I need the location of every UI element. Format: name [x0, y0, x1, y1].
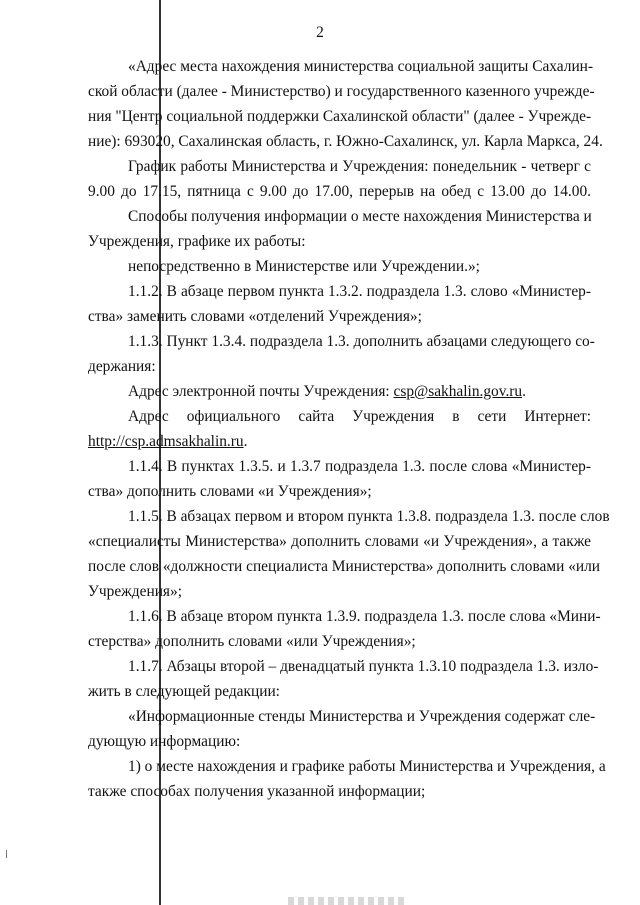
paragraph-line: 1.1.2. В абзаце первом пункта 1.3.2. подраздела 1.3. слово «Министер-: [128, 283, 591, 300]
paragraph-line: ства» заменить словами «отделений Учреждения»;: [88, 308, 422, 325]
punctuation: .: [522, 383, 526, 400]
paragraph-line: 1.1.7. Абзацы второй – двенадцатый пункта 1.3.10 подраздела 1.3. изло-: [128, 658, 599, 675]
paragraph-line: 1) о месте нахождения и графике работы Министерства и Учреждения, а: [128, 758, 606, 775]
paragraph-line: «Адрес места нахождения министерства социальной защиты Сахалин-: [128, 58, 594, 75]
paragraph-line: «специалисты Министерства» дополнить словами «и Учреждения», а также: [88, 533, 591, 550]
paragraph-line: ской области (далее - Министерство) и государственного казенного учрежде-: [88, 83, 595, 100]
email-label: Адрес электронной почты Учреждения:: [128, 383, 394, 400]
paragraph-line: 1.1.4. В пунктах 1.3.5. и 1.3.7 подраздела 1.3. после слова «Министер-: [128, 458, 591, 475]
paragraph-line: Учреждения»;: [88, 583, 182, 600]
website-link[interactable]: http://csp.admsakhalin.ru: [88, 433, 244, 450]
email-paragraph: [128, 382, 591, 402]
website-line: [88, 432, 591, 452]
paragraph-line: 1.1.6. В абзаце втором пункта 1.3.9. подраздела 1.3. после слова «Мини-: [128, 608, 601, 625]
paragraph-line: ства» дополнить словами «и Учреждения»;: [88, 483, 372, 500]
paragraph-line: дующую информацию:: [88, 733, 241, 750]
scan-artifact: [6, 850, 7, 858]
paragraph-line: ния "Центр социальной поддержки Сахалинской области" (далее - Учрежде-: [88, 108, 592, 125]
paragraph-line: 1.1.3. Пункт 1.3.4. подраздела 1.3. дополнить абзацами следующего со-: [128, 333, 595, 350]
punctuation: .: [243, 433, 248, 450]
paragraph-line: после слов «должности специалиста Министерства» дополнить словами «или: [88, 558, 601, 575]
paragraph-line: 1.1.5. В абзацах первом и втором пункта 1.3.8. подраздела 1.3. после слов: [128, 508, 610, 525]
email-link[interactable]: csp@sakhalin.gov.ru: [393, 383, 523, 400]
paragraph-line: 9.00 до 17.15, пятница с 9.00 до 17.00, перерыв на обед с 13.00 до 14.00.: [88, 183, 591, 200]
paragraph-line: Учреждения, графике их работы:: [88, 233, 306, 250]
paragraph-line: непосредственно в Министерстве или Учреждении.»;: [128, 258, 480, 275]
paragraph-line: График работы Министерства и Учреждения: понедельник - четверг с: [128, 158, 591, 175]
paragraph-line: «Информационные стенды Министерства и Учреждения содержат сле-: [128, 708, 596, 725]
paragraph-line: ние): 693020, Сахалинская область, г. Южно-Сахалинск, ул. Карла Маркса, 24.: [88, 133, 603, 150]
paragraph-line: держания:: [88, 358, 156, 375]
footer-barcode-mark: [288, 897, 408, 905]
paragraph-line: также способах получения указанной информации;: [88, 783, 426, 800]
paragraph-line: Адрес официального сайта Учреждения в сети Интернет:: [128, 408, 591, 425]
page-number: 2: [316, 24, 324, 41]
paragraph-line: Способы получения информации о месте нахождения Министерства и: [128, 208, 592, 225]
paragraph-line: стерства» дополнить словами «или Учреждения»;: [88, 633, 416, 650]
paragraph-line: жить в следующей редакции:: [88, 683, 280, 700]
